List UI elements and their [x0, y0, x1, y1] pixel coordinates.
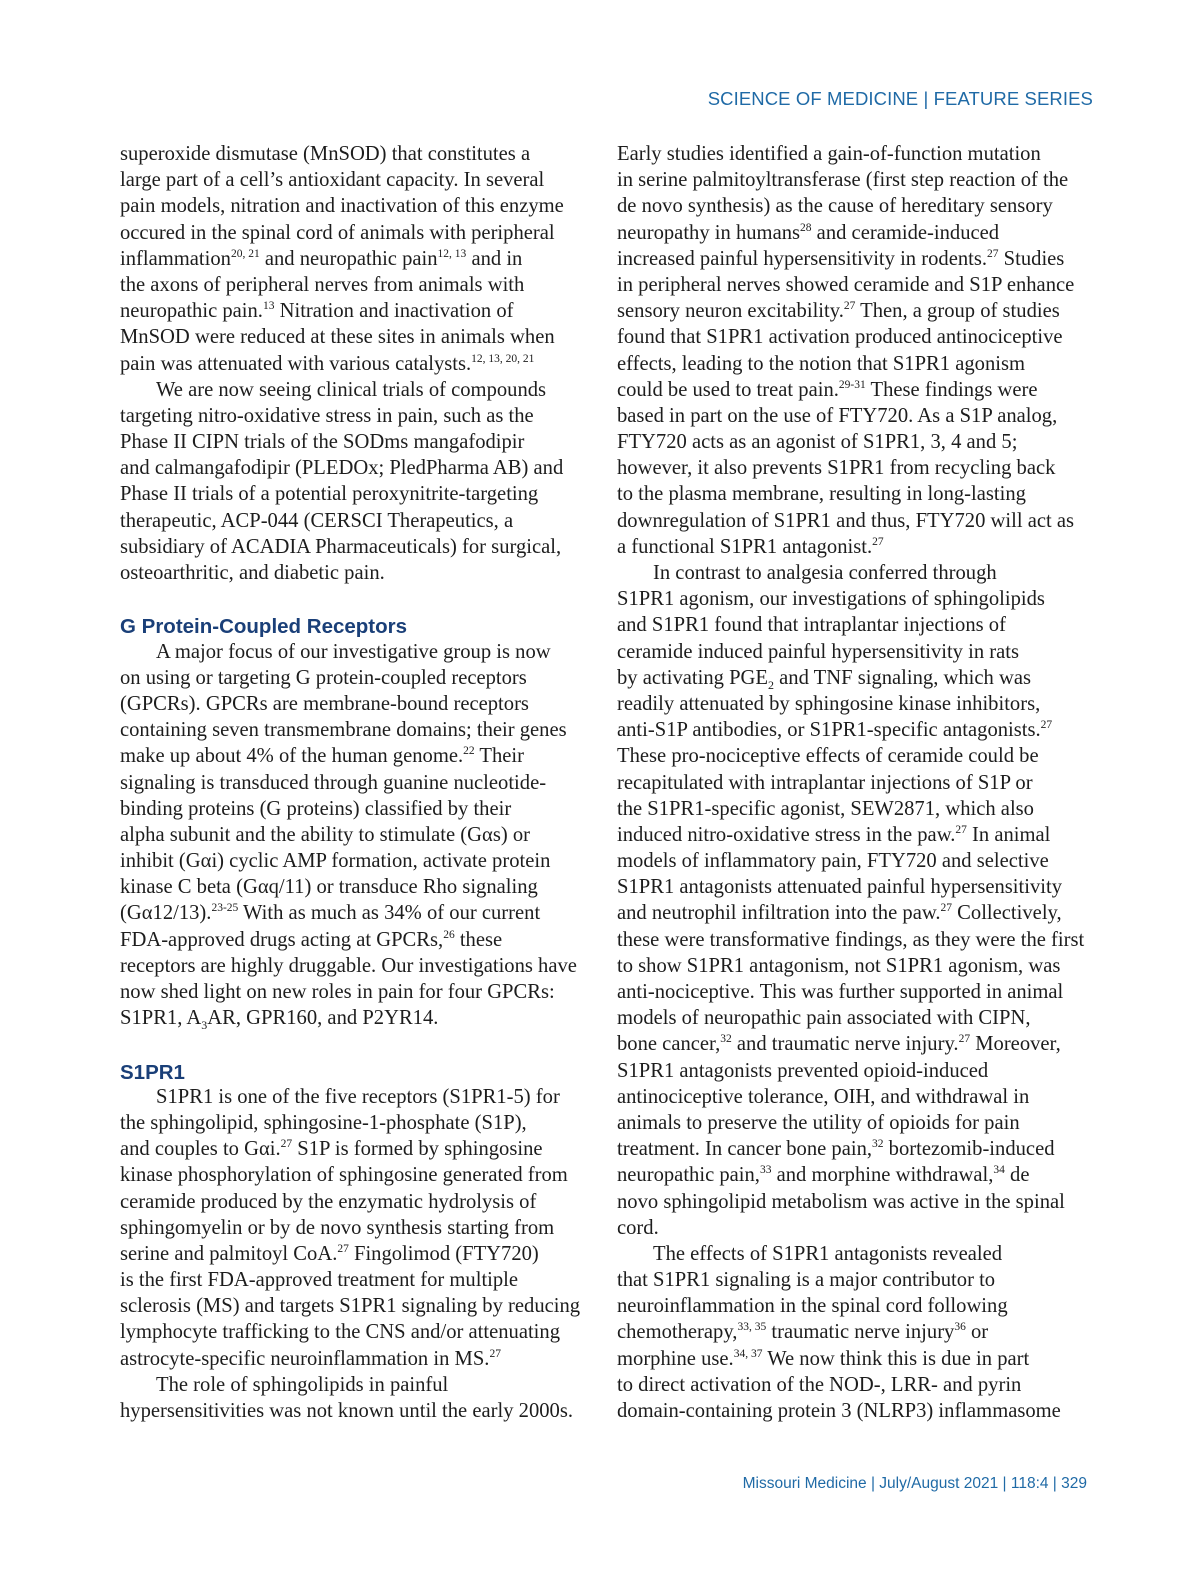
- text-line: alpha subunit and the ability to stimulate (Gαs) or: [120, 823, 531, 846]
- citation-superscript: 32: [872, 1138, 884, 1151]
- text-segment: by activating PGE: [617, 666, 768, 689]
- text-line: [120, 1136, 600, 1162]
- citation-superscript: 27: [955, 823, 967, 836]
- citation-superscript: 27: [958, 1033, 971, 1046]
- text-line: [120, 298, 600, 324]
- citation-superscript: 34: [993, 1164, 1005, 1177]
- text-line: cord.: [617, 1216, 659, 1239]
- paragraph-gpcr-intro: [120, 639, 600, 1032]
- text-line: domain-containing protein 3 (NLRP3) inflammasome: [617, 1400, 1061, 1422]
- text-segment: bortezomib-induced: [883, 1138, 1055, 1161]
- text-segment: serine and palmitoyl CoA.: [120, 1242, 338, 1265]
- text-segment: chemotherapy,: [617, 1321, 738, 1344]
- text-line: to direct activation of the NOD-, LRR- and pyrin: [617, 1373, 1022, 1396]
- text-segment: de: [1004, 1164, 1030, 1187]
- text-line: models of neuropathic pain associated with CIPN,: [617, 1007, 1031, 1030]
- paragraph-sphingolipids: [120, 1372, 600, 1424]
- text-segment: S1P is formed by sphingosine: [292, 1138, 543, 1161]
- spacer: [120, 586, 600, 612]
- text-segment: make up about 4% of the human genome.: [120, 745, 464, 768]
- text-line: [617, 900, 1097, 926]
- subscript: 3: [201, 1018, 208, 1033]
- paragraph-s1pr1-intro: [120, 1084, 600, 1372]
- paragraph-early-studies: [617, 141, 1097, 560]
- text-line: based in part on the use of FTY720. As a S1P analog,: [617, 404, 1058, 427]
- citation-superscript: 13: [262, 300, 275, 313]
- text-line: osteoarthritic, and diabetic pain.: [120, 562, 385, 584]
- text-segment: increased painful hypersensitivity in rodents.: [617, 247, 988, 270]
- text-line: [120, 1005, 600, 1031]
- text-line: pain models, nitration and inactivation of this enzyme: [120, 195, 564, 218]
- citation-superscript: 27: [940, 902, 953, 915]
- text-segment: induced nitro-oxidative stress in the paw.: [617, 823, 956, 846]
- text-line: ceramide produced by the enzymatic hydrolysis of: [120, 1190, 537, 1213]
- text-line: containing seven transmembrane domains; their genes: [120, 719, 567, 742]
- text-line: ceramide induced painful hypersensitivity in rats: [617, 640, 1020, 663]
- text-line: targeting nitro-oxidative stress in pain, such as the: [120, 404, 534, 427]
- text-line: de novo synthesis) as the cause of hereditary sensory: [617, 195, 1053, 218]
- text-line: to the plasma membrane, resulting in long-lasting: [617, 483, 1026, 506]
- text-segment: and neutrophil infiltration into the paw.: [617, 902, 941, 925]
- citation-superscript: 28: [800, 221, 812, 234]
- citation-superscript: 32: [720, 1033, 732, 1046]
- text-segment: Then, a group of studies: [855, 300, 1060, 323]
- text-line: The effects of S1PR1 antagonists revealed: [653, 1242, 1003, 1265]
- text-segment: and in: [466, 247, 523, 270]
- text-line: FTY720 acts as an agonist of S1PR1, 3, 4 and 5;: [617, 431, 1018, 454]
- text-line: [617, 822, 1097, 848]
- text-line: [120, 900, 600, 926]
- text-segment: neuropathic pain,: [617, 1164, 760, 1187]
- text-segment: We now think this is due in part: [762, 1347, 1030, 1370]
- text-segment: and neuropathic pain: [259, 247, 438, 270]
- text-segment: these: [454, 928, 503, 951]
- section-heading-gpcr: G Protein-Coupled Receptors: [120, 615, 408, 639]
- text-line: [617, 1162, 1097, 1188]
- text-line: A major focus of our investigative group is now: [156, 640, 551, 663]
- citation-superscript: 27: [843, 300, 856, 313]
- text-segment: traumatic nerve injury: [766, 1321, 955, 1344]
- text-line: kinase C beta (Gαq/11) or transduce Rho signaling: [120, 876, 538, 899]
- text-line: [617, 1031, 1097, 1057]
- text-segment: neuropathy in humans: [617, 221, 801, 244]
- text-segment: sensory neuron excitability.: [617, 300, 844, 323]
- citation-superscript: 12, 13, 20, 21: [471, 352, 535, 365]
- text-segment: Their: [474, 745, 525, 768]
- text-segment: In animal: [966, 823, 1051, 846]
- text-line: neuroinflammation in the spinal cord following: [617, 1295, 1008, 1318]
- text-line: [617, 298, 1097, 324]
- text-line: the S1PR1-specific agonist, SEW2871, which also: [617, 797, 1034, 820]
- text-line: [120, 1346, 600, 1372]
- text-line: receptors are highly druggable. Our investigations have: [120, 954, 577, 977]
- text-segment: anti-S1P antibodies, or S1PR1-specific antagonists.: [617, 719, 1041, 742]
- text-line: [617, 377, 1097, 403]
- text-line: subsidiary of ACADIA Pharmaceuticals) for surgical,: [120, 535, 562, 558]
- citation-superscript: 33: [759, 1164, 772, 1177]
- text-line: animals to preserve the utility of opioids for pain: [617, 1111, 1020, 1134]
- text-line: (GPCRs). GPCRs are membrane-bound receptors: [120, 692, 529, 715]
- text-line: recapitulated with intraplantar injections of S1P or: [617, 771, 1033, 794]
- text-segment: and couples to Gαi.: [120, 1138, 281, 1161]
- paragraph-mnsod: [120, 141, 600, 377]
- text-line: Early studies identified a gain-of-function mutation: [617, 143, 1041, 165]
- text-segment: These findings were: [865, 378, 1038, 401]
- section-heading-s1pr1: S1PR1: [120, 1060, 185, 1084]
- text-line: These pro-nociceptive effects of ceramide could be: [617, 745, 1039, 768]
- text-line: kinase phosphorylation of sphingosine generated from: [120, 1164, 568, 1187]
- text-segment: FDA-approved drugs acting at GPCRs,: [120, 928, 444, 951]
- text-line: We are now seeing clinical trials of compounds: [156, 378, 547, 401]
- text-line: S1PR1 is one of the five receptors (S1PR1-5) for: [156, 1085, 560, 1108]
- text-line: signaling is transduced through guanine nucleotide-: [120, 771, 547, 794]
- text-line: the axons of peripheral nerves from animals with: [120, 273, 525, 296]
- right-column: [617, 141, 1097, 1424]
- text-line: [617, 717, 1097, 743]
- text-line: sclerosis (MS) and targets S1PR1 signaling by reducing: [120, 1295, 581, 1318]
- text-segment: (Gα12/13).: [120, 902, 212, 925]
- text-line: [617, 246, 1097, 272]
- text-line: S1PR1 antagonists prevented opioid-induced: [617, 1059, 989, 1082]
- citation-superscript: 12, 13: [437, 247, 467, 260]
- text-line: S1PR1 antagonists attenuated painful hypersensitivity: [617, 876, 1062, 899]
- text-line: found that S1PR1 activation produced antinociceptive: [617, 326, 1063, 349]
- text-line: in serine palmitoyltransferase (first step reaction of the: [617, 169, 1069, 192]
- text-segment: astrocyte-specific neuroinflammation in MS.: [120, 1347, 490, 1370]
- citation-superscript: 23-25: [211, 902, 239, 915]
- citation-superscript: 33, 35: [737, 1321, 767, 1334]
- citation-superscript: 26: [443, 928, 455, 941]
- text-line: superoxide dismutase (MnSOD) that constitutes a: [120, 143, 531, 165]
- citation-superscript: 27: [280, 1138, 293, 1151]
- left-column: [120, 141, 600, 1424]
- spacer: [120, 1031, 600, 1057]
- citation-superscript: 27: [987, 247, 999, 260]
- text-segment: With as much as 34% of our current: [238, 902, 541, 925]
- text-line: to show S1PR1 antagonism, not S1PR1 agonism, was: [617, 954, 1061, 977]
- text-line: [120, 1241, 600, 1267]
- text-line: the sphingolipid, sphingosine-1-phosphate (S1P),: [120, 1111, 527, 1134]
- text-segment: bone cancer,: [617, 1033, 721, 1056]
- text-line: Phase II CIPN trials of the SODms mangafodipir: [120, 431, 525, 454]
- paragraph-analgesia-contrast: [617, 560, 1097, 1241]
- running-header: SCIENCE OF MEDICINE | FEATURE SERIES: [707, 88, 1093, 109]
- citation-superscript: 27: [489, 1347, 501, 1360]
- text-line: S1PR1 agonism, our investigations of sphingolipids: [617, 588, 1045, 611]
- text-segment: could be used to treat pain.: [617, 378, 839, 401]
- citation-superscript: 36: [954, 1321, 966, 1334]
- paragraph-clinical-trials: [120, 377, 600, 587]
- paragraph-antagonist-effects: [617, 1241, 1097, 1424]
- text-line: models of inflammatory pain, FTY720 and selective: [617, 850, 1049, 873]
- text-line: [617, 1136, 1097, 1162]
- text-line: these were transformative findings, as they were the first: [617, 928, 1085, 951]
- text-line: [617, 220, 1097, 246]
- text-line: [617, 534, 1097, 560]
- text-line: [617, 1319, 1097, 1345]
- text-line: antinociceptive tolerance, OIH, and withdrawal in: [617, 1085, 1030, 1108]
- text-line: hypersensitivities was not known until the early 2000s.: [120, 1400, 574, 1422]
- text-line: on using or targeting G protein-coupled receptors: [120, 666, 527, 689]
- text-line: lymphocyte trafficking to the CNS and/or attenuating: [120, 1321, 561, 1344]
- text-line: and S1PR1 found that intraplantar injections of: [617, 614, 1006, 637]
- text-line: MnSOD were reduced at these sites in animals when: [120, 326, 555, 349]
- citation-superscript: 27: [872, 535, 884, 548]
- text-segment: Studies: [998, 247, 1065, 270]
- citation-superscript: 29-31: [838, 378, 866, 391]
- text-line: [120, 743, 600, 769]
- text-line: readily attenuated by sphingosine kinase inhibitors,: [617, 692, 1041, 715]
- text-line: large part of a cell’s antioxidant capacity. In several: [120, 169, 545, 192]
- text-line: binding proteins (G proteins) classified by their: [120, 797, 512, 820]
- text-segment: S1PR1, A: [120, 1007, 202, 1030]
- citation-superscript: 27: [337, 1242, 349, 1255]
- text-line: [120, 246, 600, 272]
- text-line: effects, leading to the notion that S1PR1 agonism: [617, 352, 1026, 375]
- text-line: downregulation of S1PR1 and thus, FTY720 will act as: [617, 509, 1075, 532]
- text-line: occured in the spinal cord of animals with peripheral: [120, 221, 555, 244]
- text-line: In contrast to analgesia conferred through: [653, 562, 997, 584]
- citation-superscript: 20, 21: [230, 247, 260, 260]
- text-line: [617, 665, 1097, 691]
- page-footer: Missouri Medicine | July/August 2021 | 118:4 | 329: [742, 1475, 1087, 1492]
- text-line: Phase II trials of a potential peroxynitrite-targeting: [120, 483, 539, 506]
- text-line: therapeutic, ACP-044 (CERSCI Therapeutics, a: [120, 509, 514, 532]
- text-line: novo sphingolipid metabolism was active in the spinal: [617, 1190, 1065, 1213]
- text-segment: treatment. In cancer bone pain,: [617, 1138, 873, 1161]
- text-line: The role of sphingolipids in painful: [156, 1373, 449, 1396]
- text-segment: and morphine withdrawal,: [771, 1164, 994, 1187]
- text-segment: and TNF signaling, which was: [774, 666, 1032, 689]
- text-segment: AR, GPR160, and P2YR14.: [207, 1007, 439, 1030]
- text-segment: pain was attenuated with various catalysts.: [120, 352, 472, 375]
- text-line: anti-nociceptive. This was further supported in animal: [617, 981, 1064, 1003]
- text-segment: and traumatic nerve injury.: [731, 1033, 959, 1056]
- text-line: inhibit (Gαi) cyclic AMP formation, activate protein: [120, 850, 551, 873]
- text-line: [120, 351, 600, 377]
- text-segment: inflammation: [120, 247, 231, 270]
- citation-superscript: 34, 37: [733, 1347, 763, 1360]
- text-line: and calmangafodipir (PLEDOx; PledPharma AB) and: [120, 457, 564, 480]
- subscript: 2: [768, 677, 774, 692]
- text-segment: a functional S1PR1 antagonist.: [617, 535, 873, 558]
- text-line: however, it also prevents S1PR1 from recycling back: [617, 457, 1056, 480]
- text-line: is the first FDA-approved treatment for multiple: [120, 1269, 519, 1292]
- text-segment: morphine use.: [617, 1347, 734, 1370]
- text-segment: and ceramide-induced: [811, 221, 1000, 244]
- text-line: sphingomyelin or by de novo synthesis starting from: [120, 1216, 555, 1239]
- text-segment: Fingolimod (FTY720): [348, 1242, 539, 1265]
- text-segment: Moreover,: [970, 1033, 1061, 1056]
- text-line: [617, 1346, 1097, 1372]
- text-line: that S1PR1 signaling is a major contributor to: [617, 1269, 996, 1292]
- text-line: [120, 927, 600, 953]
- text-segment: neuropathic pain.: [120, 300, 263, 323]
- text-segment: or: [965, 1321, 989, 1344]
- text-segment: Collectively,: [952, 902, 1062, 925]
- text-line: in peripheral nerves showed ceramide and S1P enhance: [617, 273, 1075, 296]
- citation-superscript: 22: [463, 745, 475, 758]
- text-line: now shed light on new roles in pain for four GPCRs:: [120, 981, 555, 1003]
- citation-superscript: 27: [1040, 719, 1053, 732]
- text-segment: Nitration and inactivation of: [274, 300, 514, 323]
